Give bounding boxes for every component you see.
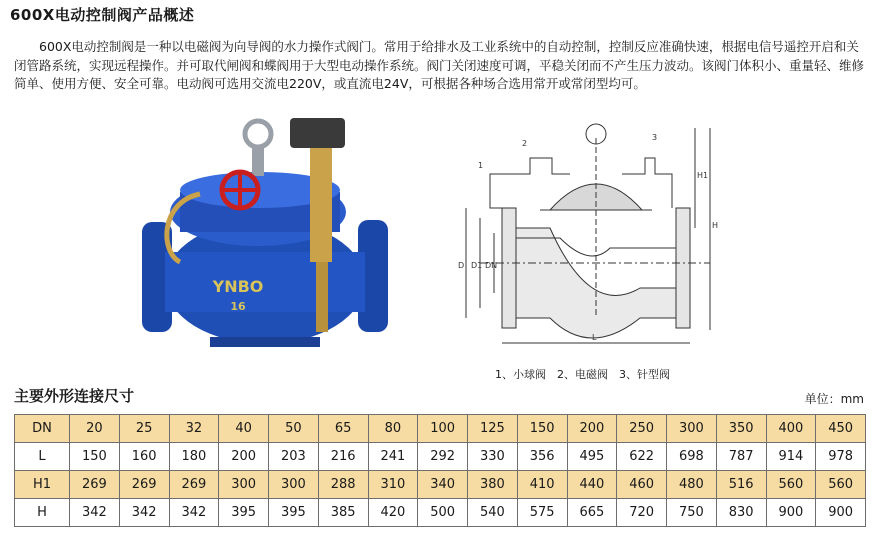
table-cell: 100 [418,415,468,443]
table-cell: 50 [269,415,319,443]
table-row [15,443,866,471]
unit-label: 单位：mm [804,392,864,406]
table-cell: 32 [169,415,219,443]
dim-D: D [458,261,465,270]
table-cell: 180 [169,443,219,471]
table-cell: 395 [219,499,269,527]
table-cell: 342 [169,499,219,527]
table-cell: 440 [567,471,617,499]
table-cell: 330 [468,443,518,471]
table-cell: 342 [70,499,120,527]
table-cell: 216 [318,443,368,471]
table-cell: 385 [318,499,368,527]
table-cell: 516 [716,471,766,499]
table-cell: 900 [816,499,866,527]
dim-H: H [712,221,719,230]
table-cell: 150 [70,443,120,471]
table-cell: 200 [219,443,269,471]
table-cell: 269 [119,471,169,499]
dim-H1: H1 [697,171,709,180]
table-cell: 480 [667,471,717,499]
dim-D1: D1 [471,261,483,270]
table-cell: 80 [368,415,418,443]
table-cell: 160 [119,443,169,471]
body-lettering: YNBO [212,277,264,296]
table-cell: 720 [617,499,667,527]
callout-3: 3 [652,133,658,142]
table-row [15,499,866,527]
table-title: 主要外形连接尺寸 [14,387,135,405]
table-cell: 540 [468,499,518,527]
body-sub-lettering: 16 [230,300,246,313]
table-cell: 900 [766,499,816,527]
table-cell: 395 [269,499,319,527]
table-cell: 20 [70,415,120,443]
table-cell: 150 [517,415,567,443]
dim-L: L [592,333,597,342]
valve-section-diagram [440,118,730,358]
table-cell: 350 [716,415,766,443]
table-cell: 241 [368,443,418,471]
table-cell: 340 [418,471,468,499]
table-cell: 300 [219,471,269,499]
table-cell: 560 [766,471,816,499]
table-cell: 380 [468,471,518,499]
table-row [15,415,866,443]
table-cell: 288 [318,471,368,499]
table-cell: 310 [368,471,418,499]
table-cell: 269 [70,471,120,499]
table-cell: 787 [716,443,766,471]
row-label: DN [15,415,70,443]
table-cell: 500 [418,499,468,527]
diagram-caption: 1、小球阀 2、电磁阀 3、针型阀 [495,368,670,381]
table-cell: 200 [567,415,617,443]
row-label: L [15,443,70,471]
table-cell: 450 [816,415,866,443]
table-cell: 575 [517,499,567,527]
table-cell: 40 [219,415,269,443]
table-cell: 560 [816,471,866,499]
table-cell: 750 [667,499,717,527]
table-cell: 914 [766,443,816,471]
table-cell: 400 [766,415,816,443]
table-cell: 65 [318,415,368,443]
table-cell: 300 [269,471,319,499]
table-cell: 622 [617,443,667,471]
table-cell: 830 [716,499,766,527]
table-cell: 460 [617,471,667,499]
callout-1: 1 [478,161,484,170]
table-cell: 356 [517,443,567,471]
callout-2: 2 [522,139,528,148]
table-cell: 203 [269,443,319,471]
table-cell: 410 [517,471,567,499]
table-cell: 698 [667,443,717,471]
table-cell: 269 [169,471,219,499]
dim-DN: DN [485,261,498,270]
table-cell: 300 [667,415,717,443]
table-cell: 125 [468,415,518,443]
table-cell: 665 [567,499,617,527]
page-title: 600X电动控制阀产品概述 [10,6,195,24]
dimension-table [14,414,866,527]
table-cell: 25 [119,415,169,443]
table-cell: 420 [368,499,418,527]
table-cell: 978 [816,443,866,471]
row-label: H1 [15,471,70,499]
valve-photo [140,112,390,372]
table-cell: 292 [418,443,468,471]
product-description: 600X电动控制阀是一种以电磁阀为向导阀的水力操作式阀门。常用于给排水及工业系统中的自动控制，控制反应准确快速，根据电信号遥控开启和关闭管路系统，实现远程操作。并可取代闸阀和蝶阀用于大型电动操作系统。阀门关闭速度可调，平稳关闭而不产生压力波动。该阀门体积小、重量轻、维修简单、使用方便、安全可靠。电动阀可选用交流电220V，或直流电24V，可根据各种场合选用常开或常闭型均可。 [14,39,865,91]
table-cell: 342 [119,499,169,527]
row-label: H [15,499,70,527]
table-row [15,471,866,499]
table-cell: 250 [617,415,667,443]
table-cell: 495 [567,443,617,471]
